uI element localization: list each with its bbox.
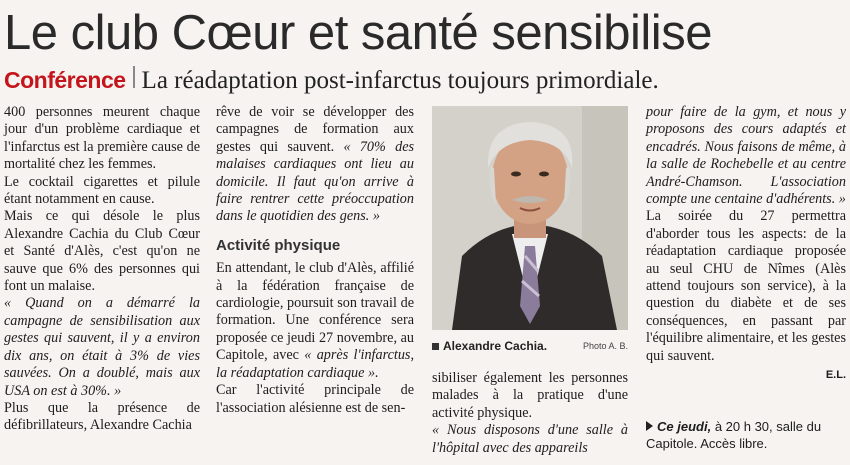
section-subhead: Activité physique [216,236,341,254]
event-info [646,418,846,452]
portrait-photo [432,106,628,330]
paragraph: Plus que la présence de défibrillateurs, Alexandre Cachia [4,399,200,434]
article-column-2 [216,104,414,417]
deck-text: La réadaptation post-infarctus toujours primordiale. [141,67,659,94]
info-lead: Ce jeudi, [657,419,712,434]
author-signature: E.L. [825,369,846,382]
paragraph [216,104,414,226]
article-column-3 [432,370,628,457]
paragraph: La soirée du 27 permettra d'aborder tous les aspects: de la réadaptation cardiaque proposée au seul CHU de Nîmes (Alès attend toujours son service), à la question du diabète et de ses conséquences, en passant par l'équilibre alimentaire, et les gestes qui sauvent. [646,208,846,364]
paragraph-text: En attendant, le club d'Alès, affilié à la fédération française de cardiologie, poursuit son travail de formation. Une conférence sera proposée ce jeudi 27 novembre, au Capitole, avec [216,260,414,364]
subheadline [4,66,846,96]
paragraph: Le cocktail cigarettes et pilule étant notamment en cause. [4,173,200,208]
quote: « 70% des malaises cardiaques ont lieu au domicile. Il faut qu'on arrive à faire rentrer cette préoccupation dans le quotidien des gens. » [216,138,415,225]
article-column-1 [4,104,200,435]
paragraph [216,260,414,382]
headline: Le club Cœur et santé sensibilise [4,6,712,60]
arrow-icon [646,421,653,431]
quote: « après l'infarctus, la réadaptation cardiaque ». [216,347,414,381]
quote: « Nous disposons d'une salle à l'hôpital avec des appareils [432,422,628,456]
kicker-label: Conférence [4,67,126,93]
quote: pour faire de la gym, et nous y proposons des cours adaptés et encadrés. Nous faisons de même, à la salle de Rochebelle et au centre André-Chamson. L'association compte une centaine d'adhérents. » [646,104,846,208]
caption-name: Alexandre Cachia. [432,339,547,353]
paragraph: 400 personnes meurent chaque jour d'un problème cardiaque et l'infarctus est la première cause de mortalité chez les femmes. [4,104,200,173]
paragraph: Mais ce qui désole le plus Alexandre Cachia du Club Cœur et Santé d'Alès, c'est qu'on ne sauve que 6% des personnes qui font un malaise. [4,208,200,295]
photo-credit: Photo A. B. [582,341,628,351]
quote: « Quand on a démarré la campagne de sensibilisation aux gestes qui sauvent, il y a environ dix ans, on était à 3% de vies sauvées. On a doublé, mais aux USA on est à 30%. » [4,295,200,399]
info-text: à 20 h 30, salle du Capitole. Accès libre. [646,419,822,451]
paragraph-text: rêve de voir se développer des campagnes de formation aux gestes qui sauvent. [216,104,414,155]
article-column-4 [646,104,846,385]
divider-bar [133,66,135,88]
paragraph: sibiliser également les personnes malades à la pratique d'une activité physique. [432,370,628,421]
paragraph: Car l'activité principale de l'association alésienne est de sen- [216,382,414,416]
photo-caption [432,336,628,356]
portrait-illustration [432,106,628,330]
